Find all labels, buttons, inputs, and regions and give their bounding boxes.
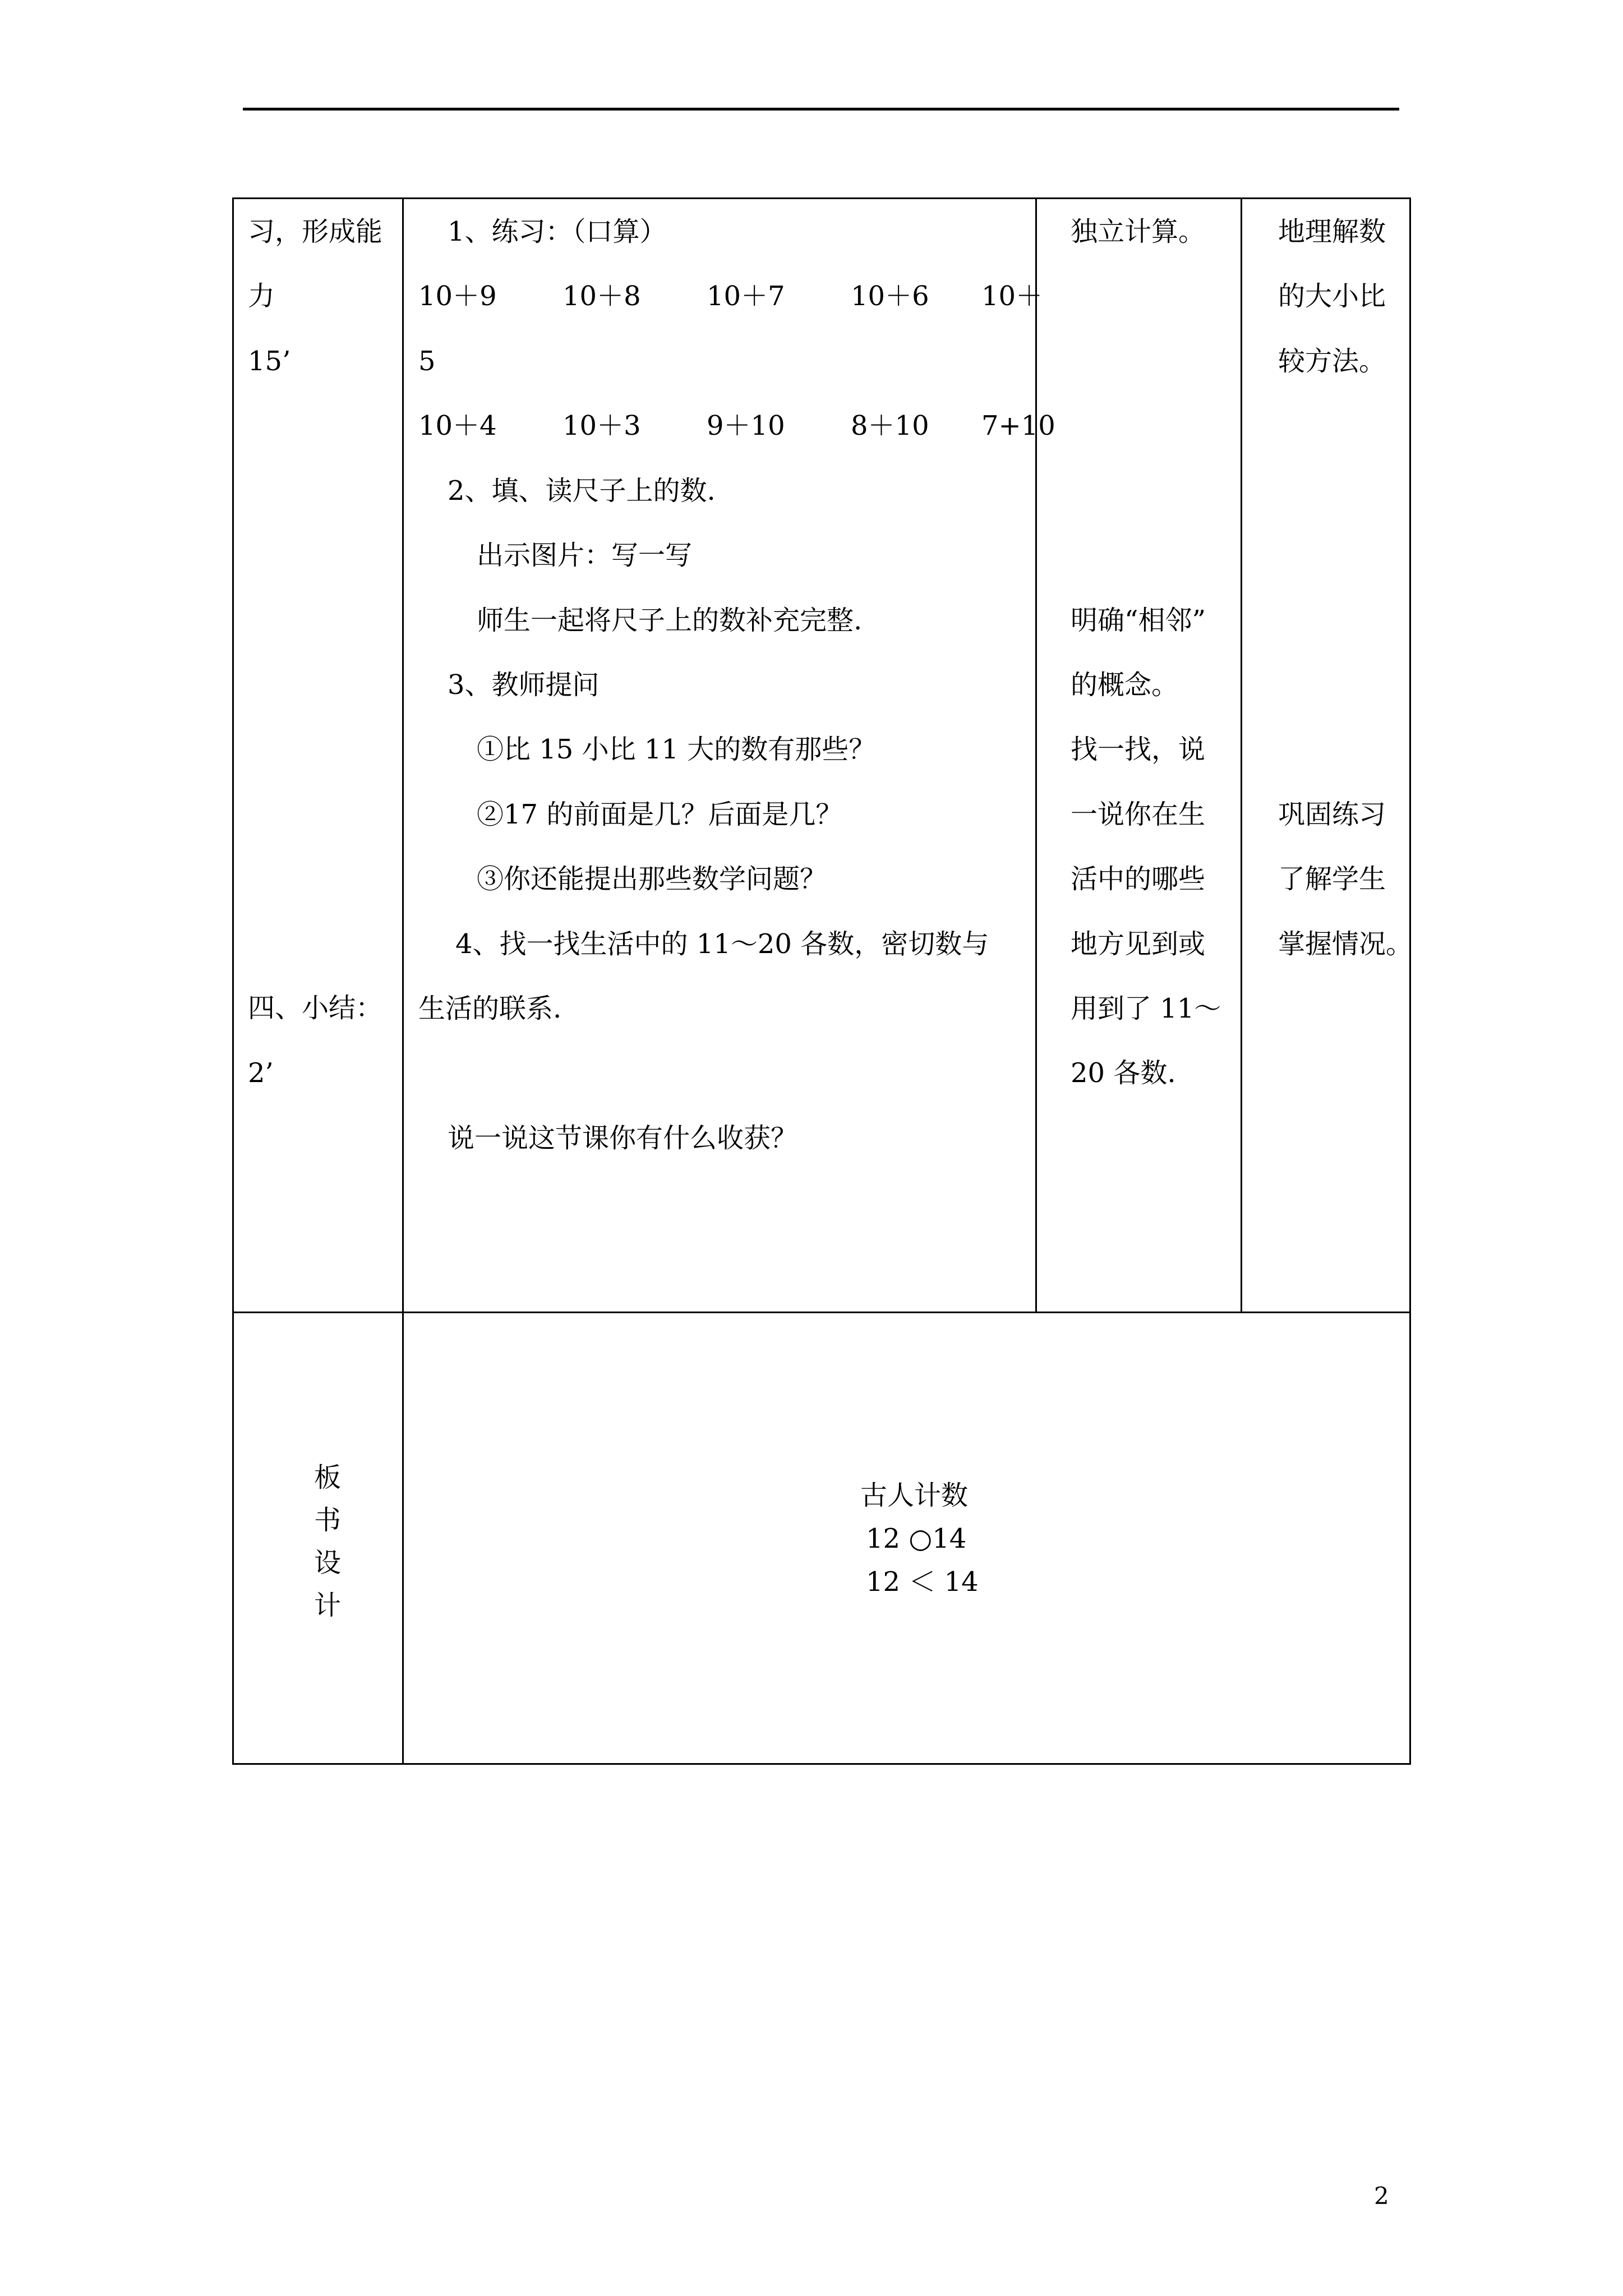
intent-text: 了解学生 xyxy=(1278,863,1386,895)
intent-text: 的大小比 xyxy=(1278,280,1386,312)
board-compare-answer: 12 ＜ 14 xyxy=(866,1566,979,1598)
process-text: 1、练习：（口算） xyxy=(448,216,667,247)
activity-text: 20 各数. xyxy=(1071,1057,1176,1089)
column-teaching-process xyxy=(404,199,1055,1312)
table-bottom-border xyxy=(232,1763,1411,1765)
activity-text: 独立计算。 xyxy=(1071,216,1206,247)
table-row-divider xyxy=(232,1312,1411,1313)
calc-item: 8＋10 xyxy=(851,410,929,441)
process-text: 师生一起将尺子上的数补充完整. xyxy=(477,605,863,636)
activity-text: 明确“相邻” xyxy=(1071,605,1206,636)
stage-text: 力 xyxy=(248,280,275,312)
process-text: 4、找一找生活中的 11～20 各数，密切数与 xyxy=(455,928,989,960)
calc-item: 10＋7 xyxy=(707,280,785,312)
table-left-border xyxy=(232,197,234,1765)
process-text: ③你还能提出那些数学问题？ xyxy=(477,863,827,895)
page-number: 2 xyxy=(1374,2182,1389,2210)
activity-text: 一说你在生 xyxy=(1071,799,1206,830)
intent-text: 较方法。 xyxy=(1278,346,1386,377)
board-compare-blank: 12 ○14 xyxy=(866,1523,967,1554)
board-label-char: 书 xyxy=(314,1504,342,1536)
activity-text: 活中的哪些 xyxy=(1071,863,1206,895)
intent-text: 掌握情况。 xyxy=(1278,928,1413,960)
calc-item: 10＋8 xyxy=(562,280,641,312)
board-title: 古人计数 xyxy=(860,1480,969,1511)
column-divider-3 xyxy=(1241,197,1242,1313)
stage-text: 四、小结： xyxy=(248,992,383,1024)
process-text: 出示图片：写一写 xyxy=(477,540,693,571)
calc-item: 10＋6 xyxy=(851,280,929,312)
intent-text: 巩固练习 xyxy=(1278,799,1386,830)
process-text: ②17 的前面是几？后面是几？ xyxy=(477,799,843,830)
activity-text: 的概念。 xyxy=(1071,669,1179,701)
activity-text: 用到了 11～ xyxy=(1071,993,1221,1024)
process-text: 说一说这节课你有什么收获？ xyxy=(448,1122,798,1154)
calc-item: 5 xyxy=(418,346,436,377)
stage-time: 2’ xyxy=(248,1057,274,1089)
header-rule xyxy=(243,108,1399,111)
activity-text: 找一找，说 xyxy=(1071,734,1206,765)
calc-item: 10＋4 xyxy=(418,410,497,441)
table-right-border xyxy=(1409,197,1411,1765)
board-label-char: 设 xyxy=(314,1547,342,1579)
board-label-char: 板 xyxy=(314,1462,342,1493)
process-text: 2、填、读尺子上的数. xyxy=(448,475,716,507)
calc-item: 7+10 xyxy=(981,410,1055,441)
process-text: 3、教师提问 xyxy=(448,669,600,701)
process-text: 生活的联系. xyxy=(418,993,562,1024)
calc-item: 9＋10 xyxy=(707,410,785,441)
process-text: ①比 15 小比 11 大的数有那些？ xyxy=(477,734,876,765)
calc-item: 10＋3 xyxy=(562,410,641,441)
column-divider-2 xyxy=(1035,197,1037,1313)
stage-time: 15’ xyxy=(248,346,291,377)
calc-item: 10＋ xyxy=(981,280,1043,312)
calc-item: 10＋9 xyxy=(418,280,497,312)
intent-text: 地理解数 xyxy=(1278,216,1386,247)
stage-text: 习，形成能 xyxy=(248,216,383,247)
board-label-char: 计 xyxy=(314,1590,342,1621)
activity-text: 地方见到或 xyxy=(1071,928,1206,960)
